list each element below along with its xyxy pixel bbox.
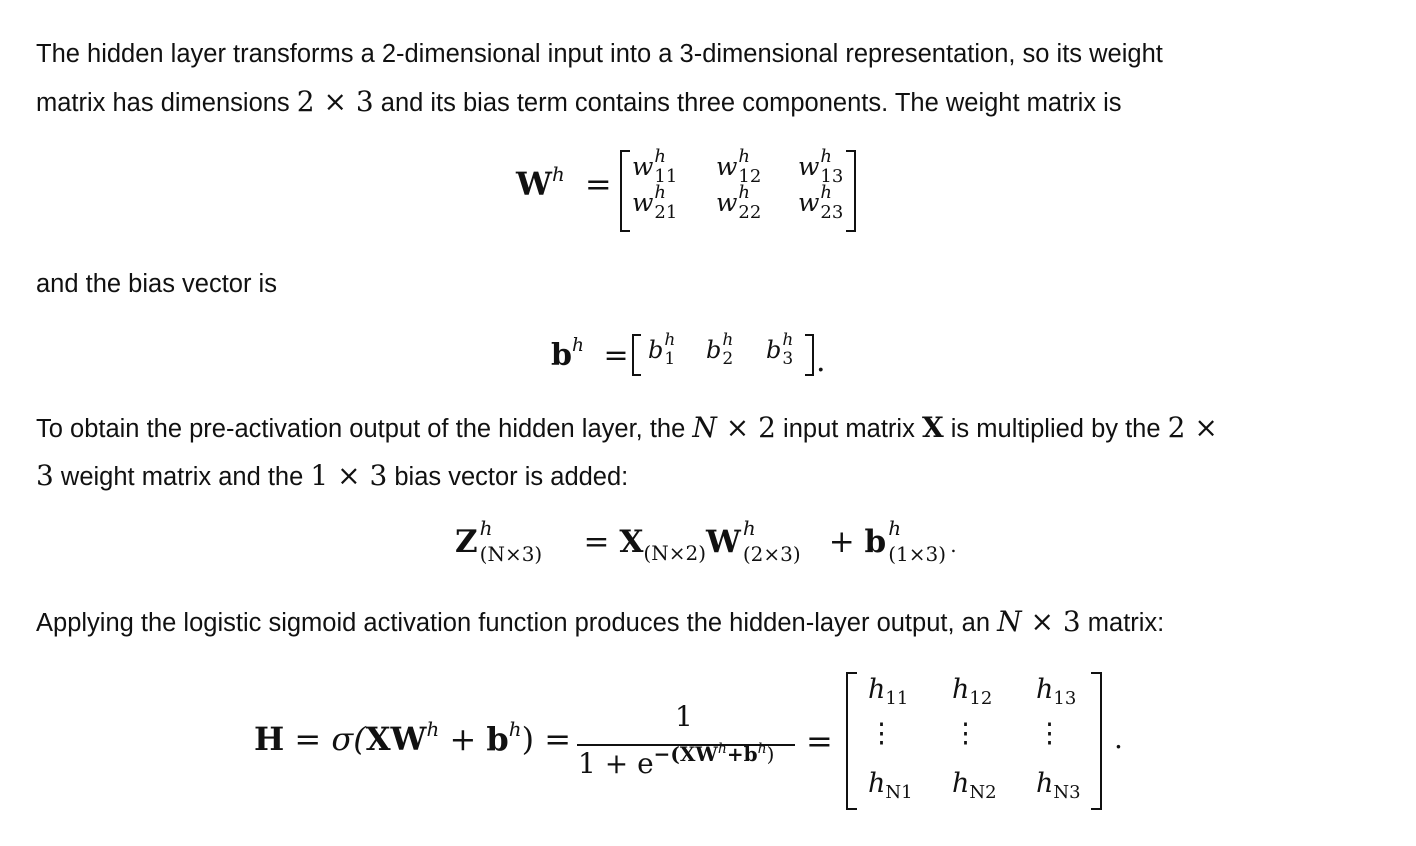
weight-matrix-lhs [516,165,612,203]
right-bracket [805,334,814,376]
matrix-cell: b h 3 [766,330,794,369]
matrix-cell: w h 23 [798,182,844,223]
matrix-cell: b h 2 [706,330,734,369]
h-superscript: h [551,163,565,186]
math-1x3: 1 × 3 [310,459,388,492]
paragraph-intro-line1 [36,30,1163,78]
paragraph-sigmoid [36,598,1164,647]
matrix-cell: w h 21 [632,182,678,223]
text: and its bias term contains three components. The weight matrix is [380,89,1122,117]
matrix-cell: ⋮ [1036,718,1063,749]
W-symbol: W [516,165,552,203]
matrix-cell: w h 13 [798,146,844,187]
W-scripts [741,516,813,566]
matrix-cell: b h 1 [648,330,676,369]
Z-symbol: Z [455,524,478,560]
bias-vector [632,330,814,376]
hidden-output-matrix [846,672,1102,810]
math-N: N [997,605,1022,638]
matrix-cell: $h_{N2}$ [952,768,997,804]
H-symbol: H [254,720,285,758]
bias-period: . [816,344,826,379]
X-subscript: (N×2) [643,541,706,565]
equals-sign: = [603,338,629,373]
paragraph-preactivation-line2 [36,452,628,501]
text: is multiplied by the [950,415,1161,443]
equals-sign: = [583,524,610,560]
X-symbol: X [619,524,644,560]
b-subscript: (1×3) [888,542,947,566]
math-x2: × 2 [716,411,776,444]
matrix-cell: ⋮ [952,718,979,749]
h-superscript: h [571,335,584,356]
denominator-exponent [654,742,775,766]
equals-sign: = [544,720,572,758]
b-scripts [886,516,950,566]
h-superscript: h [508,718,522,741]
exp-b: +b [726,742,758,766]
sigma-function: σ( [331,720,366,758]
left-bracket [620,150,630,232]
text: matrix has dimensions [36,89,290,117]
equals-sign: = [584,165,612,203]
math-N: N [692,411,717,444]
math-x3: × 3 [1021,605,1081,638]
matrix-cell: w h 11 [632,146,678,187]
h-superscript: h [757,741,767,757]
matrix-cell: ⋮ [868,718,895,749]
math-X: X [921,411,944,444]
paragraph-bias [36,260,277,308]
text: bias vector is added: [394,463,629,491]
hidden-output-lhs [254,720,571,758]
preactivation-equation [455,516,957,566]
matrix-cell: $h_{N3}$ [1036,768,1081,804]
plus-sign: + [449,720,477,758]
text: Applying the logistic sigmoid activation function produces the hidden-layer output, an [36,609,990,637]
weight-matrix [620,146,856,232]
math-3: 3 [36,459,54,492]
XW-term: XW [365,720,427,758]
equals-sign: = [294,720,322,758]
denominator-base: 1 + e [578,747,654,780]
left-bracket [632,334,641,376]
Z-scripts [478,516,570,566]
close-paren: ) [521,720,535,758]
text: To obtain the pre-activation output of the hidden layer, the [36,415,686,443]
math-dims: 2 × 3 [296,85,374,118]
equals-sign: = [806,722,833,760]
right-bracket [1091,672,1102,810]
b-symbol: b [551,338,572,373]
b-symbol: b [486,720,509,758]
math-2x: 2 × [1167,411,1218,444]
h-superscript: h [888,516,902,540]
h-superscript: h [717,741,727,757]
matrix-cell: w h 12 [716,146,762,187]
Z-subscript: (N×3) [479,542,543,566]
plus-sign: + [828,524,855,560]
text: matrix: [1087,609,1165,637]
matrix-cell: w h 22 [716,182,762,223]
exp-XW: −(XW [653,742,718,766]
h-superscript: h [742,516,756,540]
fraction-numerator: 1 [675,700,693,733]
W-symbol: W [706,524,741,560]
h-superscript: h [426,718,440,741]
matrix-cell: $h_{12}$ [952,674,993,710]
h-superscript: h [479,516,493,540]
W-subscript: (2×3) [742,542,801,566]
left-bracket [846,672,857,810]
right-bracket [846,150,856,232]
text: input matrix [783,415,915,443]
text: and the bias vector is [36,270,277,298]
text: weight matrix and the [60,463,304,491]
bias-vector-lhs [551,335,629,373]
matrix-cell: $h_{13}$ [1036,674,1077,710]
hidden-period: . [1114,722,1123,755]
paragraph-intro-line2 [36,78,1122,127]
b-symbol: b [864,524,887,560]
period: . [950,533,957,557]
matrix-cell: $h_{11}$ [868,674,909,710]
text: The hidden layer transforms a 2-dimensional input into a 3-dimensional representation, so its weight [36,40,1163,68]
fraction-denominator [578,741,775,780]
exp-close: ) [766,742,775,766]
paragraph-preactivation-line1 [36,404,1218,453]
matrix-cell: $h_{N1}$ [868,768,913,804]
